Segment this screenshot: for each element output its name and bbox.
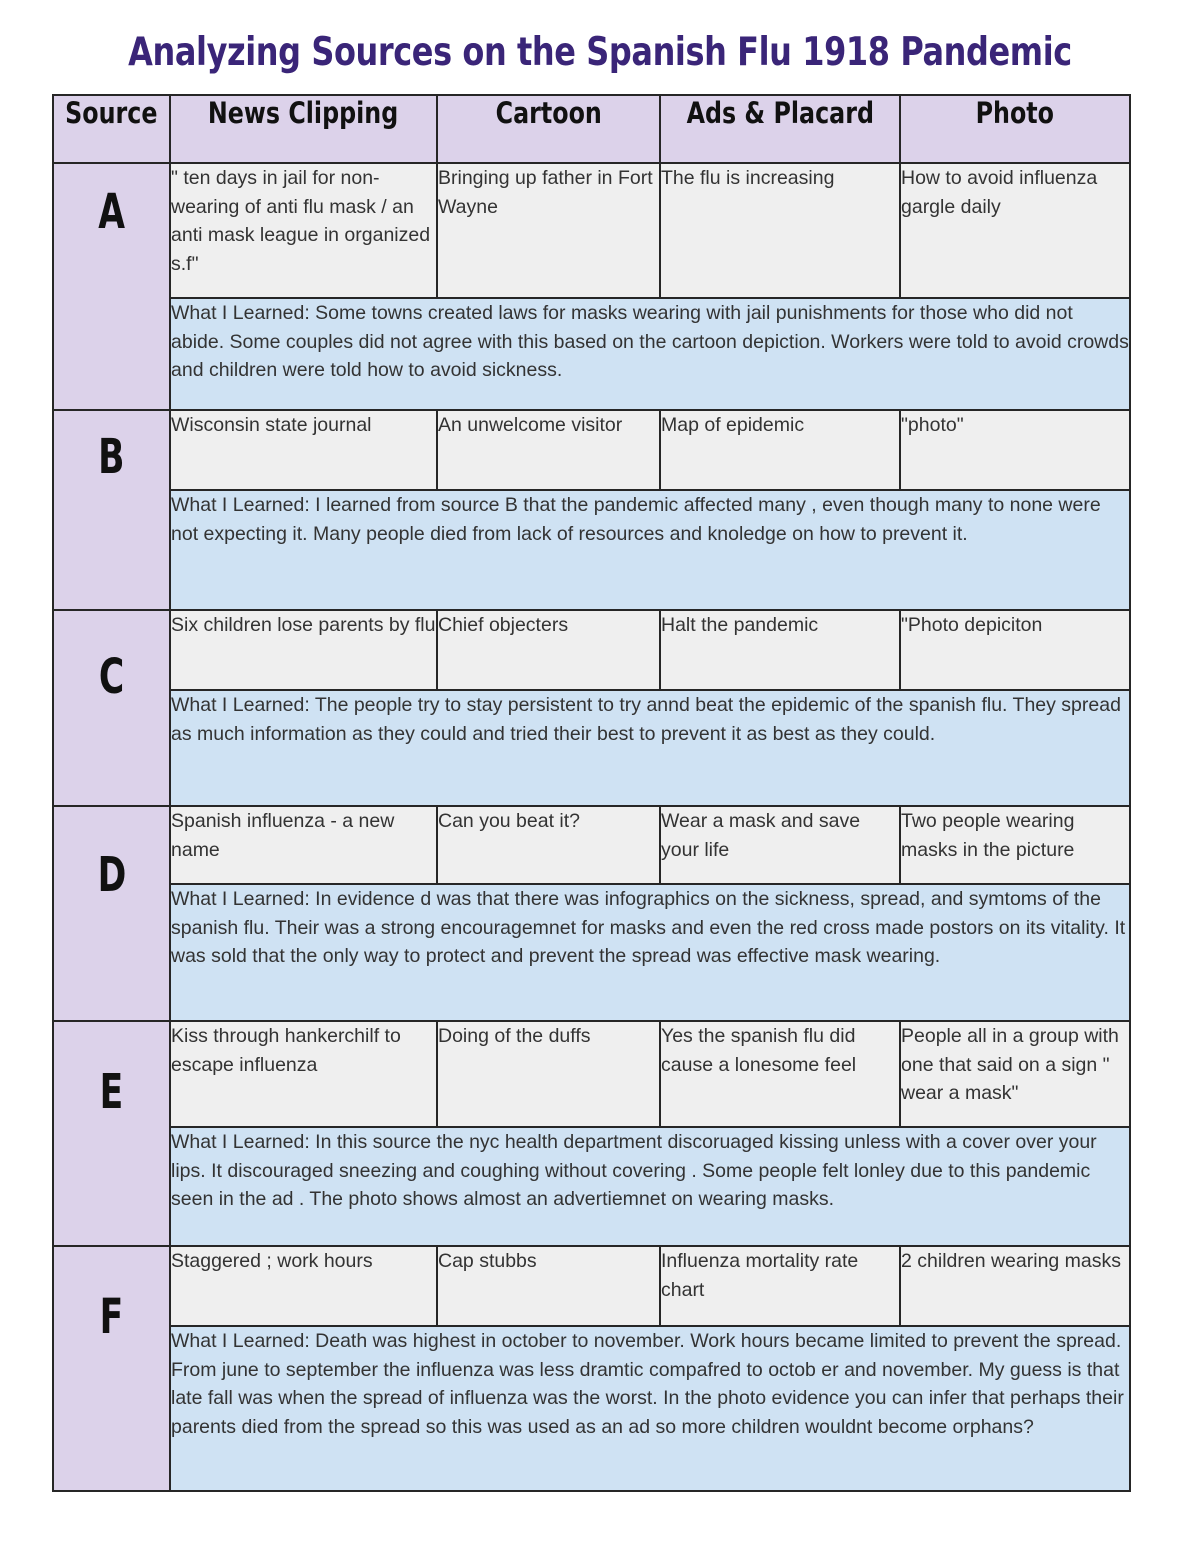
source-row-a [53, 163, 1130, 298]
source-row-c [53, 610, 1130, 690]
ads-placard-cell: Yes the spanish flu did cause a lonesome feel [660, 1021, 900, 1127]
news-clipping-cell: Six children lose parents by flu [170, 610, 437, 690]
source-row-e [53, 1021, 1130, 1127]
source-row-f [53, 1246, 1130, 1326]
photo-cell: People all in a group with one that said on a sign " wear a mask" [900, 1021, 1130, 1127]
what-i-learned: What I Learned: In evidence d was that there was infographics on the sickness, spread, and symtoms of the spanish flu. Their was a strong encouragemnet for masks and even the red cross made postors on its vitality. It was sold that the only way to protect and prevent the spread was effective mask wearing. [170, 884, 1130, 1021]
source-letter: D [53, 806, 170, 1021]
learned-row-f [53, 1326, 1130, 1491]
header-ads-placard: Ads & Placard [660, 95, 900, 163]
ads-placard-cell: Map of epidemic [660, 410, 900, 490]
news-clipping-cell: Staggered ; work hours [170, 1246, 437, 1326]
ads-placard-cell: Influenza mortality rate chart [660, 1246, 900, 1326]
what-i-learned: What I Learned: The people try to stay persistent to try annd beat the epidemic of the spanish flu. They spread as much information as they could and tried their best to prevent it as best as they could. [170, 690, 1130, 806]
cartoon-cell: Can you beat it? [437, 806, 660, 884]
what-i-learned: What I Learned: I learned from source B that the pandemic affected many , even though many to none were not expecting it. Many people died from lack of resources and knoledge on how to prevent it. [170, 490, 1130, 610]
learned-row-b [53, 490, 1130, 610]
photo-cell: Two people wearing masks in the picture [900, 806, 1130, 884]
cartoon-cell: Bringing up father in Fort Wayne [437, 163, 660, 298]
what-i-learned: What I Learned: Death was highest in october to november. Work hours became limited to prevent the spread. From june to september the influenza was less dramtic compafred to octob er and november. My guess is that late fall was when the spread of influenza was the worst. In the photo evidence you can infer that perhaps their parents died from the spread so this was used as an ad so more children wouldnt become orphans? [170, 1326, 1130, 1491]
ads-placard-cell: The flu is increasing [660, 163, 900, 298]
photo-cell: "photo" [900, 410, 1130, 490]
source-letter: A [53, 163, 170, 410]
header-news-clipping: News Clipping [170, 95, 437, 163]
source-row-d [53, 806, 1130, 884]
what-i-learned: What I Learned: In this source the nyc health department discoruaged kissing unless with a cover over your lips. It discouraged sneezing and coughing without covering . Some people felt lonley due to this pandemic seen in the ad . The photo shows almost an advertiemnet on wearing masks. [170, 1127, 1130, 1246]
ads-placard-cell: Halt the pandemic [660, 610, 900, 690]
learned-row-d [53, 884, 1130, 1021]
learned-row-e [53, 1127, 1130, 1246]
photo-cell: How to avoid influenza gargle daily [900, 163, 1130, 298]
news-clipping-cell: Spanish influenza - a new name [170, 806, 437, 884]
cartoon-cell: Doing of the duffs [437, 1021, 660, 1127]
source-letter: B [53, 410, 170, 610]
header-row [53, 95, 1130, 163]
page-title: Analyzing Sources on the Spanish Flu 1918 Pandemic [128, 30, 1072, 75]
cartoon-cell: Cap stubbs [437, 1246, 660, 1326]
learned-row-a [53, 298, 1130, 410]
news-clipping-cell: Wisconsin state journal [170, 410, 437, 490]
sources-table [52, 94, 1131, 1492]
source-letter: F [53, 1246, 170, 1491]
source-letter: C [53, 610, 170, 806]
learned-row-c [53, 690, 1130, 806]
what-i-learned: What I Learned: Some towns created laws for masks wearing with jail punishments for those who did not abide. Some couples did not agree with this based on the cartoon depiction. Workers were told to avoid crowds and children were told how to avoid sickness. [170, 298, 1130, 410]
news-clipping-cell: " ten days in jail for non-wearing of anti flu mask / an anti mask league in organized s.f" [170, 163, 437, 298]
cartoon-cell: Chief objecters [437, 610, 660, 690]
photo-cell: 2 children wearing masks [900, 1246, 1130, 1326]
news-clipping-cell: Kiss through hankerchilf to escape influenza [170, 1021, 437, 1127]
header-source: Source [53, 95, 170, 163]
header-cartoon: Cartoon [437, 95, 660, 163]
photo-cell: "Photo depiciton [900, 610, 1130, 690]
cartoon-cell: An unwelcome visitor [437, 410, 660, 490]
source-row-b [53, 410, 1130, 490]
source-letter: E [53, 1021, 170, 1246]
header-photo: Photo [900, 95, 1130, 163]
ads-placard-cell: Wear a mask and save your life [660, 806, 900, 884]
